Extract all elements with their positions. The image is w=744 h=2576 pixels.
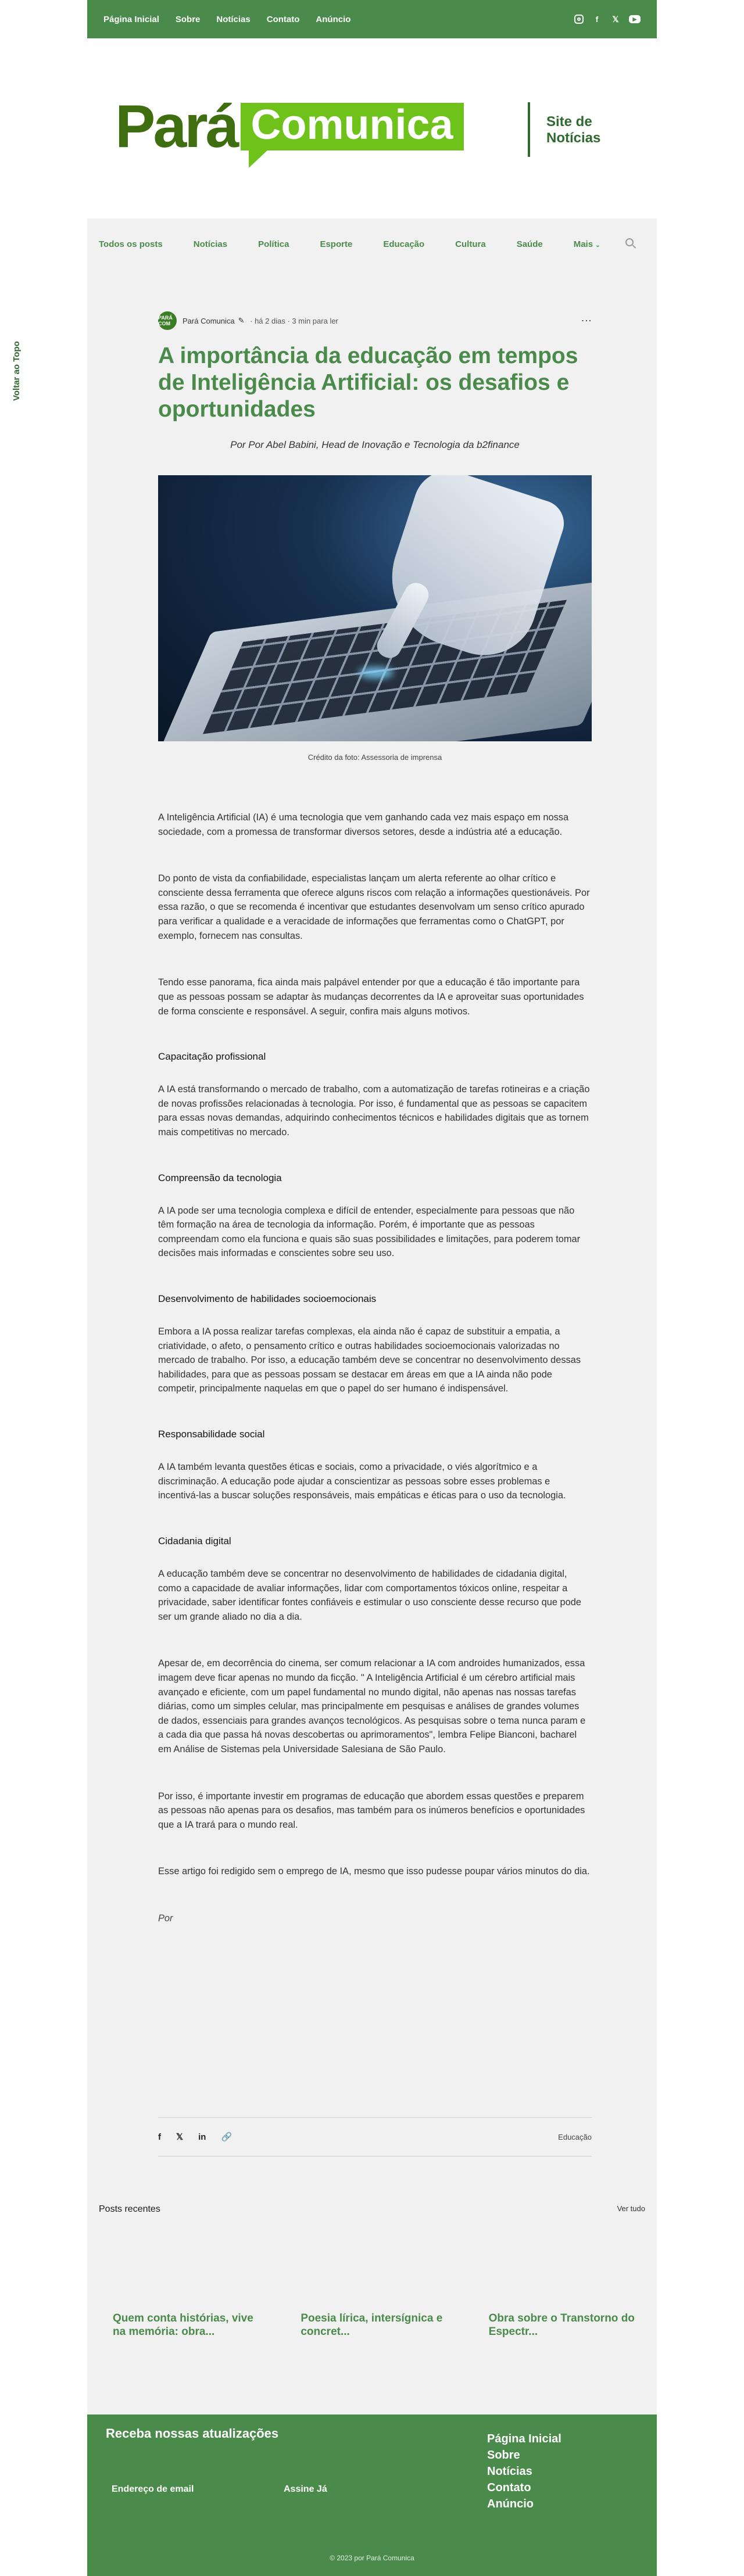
recent-posts-list — [99, 2229, 645, 2339]
paragraph-2: Do ponto de vista da confiabilidade, especialistas lançam um alerta referente ao olhar crítico e consciente dessa ferramenta que oferece alguns riscos com relação a informações questionáveis. Por essa razão, o que se recomenda é incentivar que estudantes desenvolvam um senso crítico apurado para verificar a qualidade e a veracidade de informações que ferramentas como o ChatGPT, por exemplo, fornecem nas consultas. — [158, 873, 590, 941]
paragraph-6: Embora a IA possa realizar tarefas complexas, ela ainda não é capaz de substituir a empatia, a criatividade, o afeto, o pensamento crítico e outras habilidades socioemocionais valorizadas no mercado de trabalho. Por isso, a educação também deve se concentrar no desenvolvimento dessas habilidades, para que as pessoas possam se destacar em áreas em que a IA ainda não pode competir, principalmente naquelas em que o papel do ser humano é indispensável. — [158, 1326, 581, 1394]
post-body — [158, 810, 592, 1926]
paragraph-11: Esse artigo foi redigido sem o emprego de IA, mesmo que isso pudesse poupar vários minutos do dia. — [158, 1866, 590, 1877]
logo-para: Pará — [115, 93, 237, 160]
site-footer — [87, 2414, 657, 2576]
back-to-top-label: Voltar ao Topo — [12, 341, 22, 401]
article — [158, 311, 592, 1926]
footer-nav — [487, 2431, 561, 2512]
search-icon[interactable] — [625, 238, 634, 246]
see-all-link[interactable]: Ver tudo — [617, 2204, 645, 2213]
paragraph-8: A educação também deve se concentrar no desenvolvimento de habilidades de cidadania digital, como a capacidade de avaliar informações, lidar com comportamentos tóxicos online, respeitar a privacidade, saber identificar fontes confiáveis e estimular o uso consciente desse recurso que pode ser um grande aliado no dia a dia. — [158, 1568, 581, 1622]
top-nav-home[interactable]: Página Inicial — [103, 14, 159, 24]
recent-post-card[interactable] — [287, 2229, 457, 2339]
category-culture[interactable]: Cultura — [455, 239, 486, 249]
top-nav-about[interactable]: Sobre — [175, 14, 201, 24]
paragraph-7: A IA também levanta questões éticas e sociais, como a privacidade, o viés algorítmico e a discriminação. A educação pode ajudar a conscientizar as pessoas sobre esses problemas e incentivá-las a buscar soluções responsáveis, mais empáticas e éticas para o uso da tecnologia. — [158, 1462, 566, 1501]
paragraph-3: Tendo esse panorama, fica ainda mais palpável entender por que a educação é tão importante para que as pessoas possam se adaptar às mudanças decorrentes da IA e aproveitar suas oportunidades de forma consciente e responsável. A seguir, confira mais alguns motivos. — [158, 977, 584, 1017]
facebook-share-icon[interactable]: f — [158, 2132, 161, 2142]
heading-compreensao: Compreensão da tecnologia — [158, 1172, 282, 1183]
footer-nav-home[interactable]: Página Inicial — [487, 2433, 561, 2445]
instagram-icon[interactable] — [574, 15, 584, 24]
category-all-posts[interactable]: Todos os posts — [99, 239, 163, 249]
category-health[interactable]: Saúde — [516, 239, 543, 249]
recent-posts-header — [99, 2204, 645, 2215]
more-options-icon[interactable]: ⋮ — [581, 315, 592, 326]
chevron-down-icon: ⌄ — [595, 242, 600, 249]
site-header — [87, 38, 657, 218]
post-time: há 2 dias — [255, 316, 285, 325]
share-bar — [158, 2117, 592, 2157]
meta-separator: · — [248, 316, 255, 325]
heading-capacitacao: Capacitação profissional — [158, 1051, 266, 1063]
subscribe-button[interactable]: Assine Já — [284, 2484, 327, 2494]
paragraph-1: A Inteligência Artificial (IA) é uma tecnologia que vem ganhando cada vez mais espaço em nossa sociedade, com a promessa de transformar diversos setores, desde a indústria até a educação. — [158, 812, 569, 837]
back-to-top-link[interactable] — [12, 320, 29, 401]
youtube-icon[interactable]: ▶ — [629, 15, 641, 23]
category-more-label: Mais — [573, 239, 593, 249]
top-nav-news[interactable]: Notícias — [216, 14, 251, 24]
footer-nav-about[interactable]: Sobre — [487, 2449, 520, 2462]
top-bar — [87, 0, 657, 38]
post-meta — [158, 311, 592, 330]
recent-post-card[interactable] — [475, 2229, 645, 2339]
heading-cidadania: Cidadania digital — [158, 1535, 231, 1547]
category-sports[interactable]: Esporte — [320, 239, 353, 249]
category-more-dropdown[interactable] — [574, 239, 600, 249]
footer-nav-ad[interactable]: Anúncio — [487, 2498, 534, 2510]
linkedin-share-icon[interactable]: in — [198, 2132, 206, 2142]
hero-image[interactable] — [158, 475, 592, 741]
category-nav — [99, 236, 645, 252]
logo-comunica: Comunica — [241, 103, 464, 150]
facebook-icon[interactable]: f — [595, 15, 599, 24]
category-politics[interactable]: Política — [258, 239, 289, 249]
heading-responsabilidade: Responsabilidade social — [158, 1429, 265, 1440]
logo-bubble-tail — [249, 149, 269, 168]
meta-separator-2: · — [285, 316, 292, 325]
recent-post-card[interactable] — [99, 2229, 269, 2339]
twitter-share-icon[interactable]: 𝕏 — [176, 2132, 184, 2142]
recent-post-title[interactable]: Poesia lírica, intersígnica e concret... — [301, 2312, 443, 2338]
pen-icon: ✎ — [238, 316, 245, 325]
logo-divider — [528, 102, 530, 157]
category-education[interactable]: Educação — [383, 239, 425, 249]
post-tag[interactable]: Educação — [558, 2132, 592, 2141]
twitter-icon[interactable]: 𝕏 — [612, 14, 619, 24]
site-logo[interactable] — [115, 93, 464, 160]
author-name[interactable]: Pará Comunica — [183, 316, 235, 325]
paragraph-9: Apesar de, em decorrência do cinema, ser comum relacionar a IA com androides humanizados, essa imagem deve ficar apenas no mundo da ficção. " A Inteligência Artificial é um cérebro artificial mais avançado e eficiente, com um papel fundamental no mundo digital, não apenas nas nossas tarefas diárias, como um simples celular, mas principalmente em pesquisas e análises de grandes volumes de dados, essenciais para grandes avanços tecnológicos. As pesquisas sobre o tema nunca param e a cada dia que passa há novas descobertas ou aprimoramentos", lembra Felipe Bianconi, bacharel em Análise de Sistemas pela Universidade Salesiana de São Paulo. — [158, 1658, 586, 1755]
paragraph-10: Por isso, é importante investir em programas de educação que abordem essas questões e preparem as pessoas não apenas para os desafios, mas também para os inúmeros benefícios e oportunidades que a IA trará para o mundo real. — [158, 1791, 585, 1830]
recent-post-title[interactable]: Obra sobre o Transtorno do Espectr... — [488, 2312, 635, 2338]
footer-nav-contact[interactable]: Contato — [487, 2481, 531, 2494]
read-time: 3 min para ler — [292, 316, 338, 325]
copyright: © 2023 por Pará Comunica — [330, 2554, 414, 2562]
top-nav — [103, 15, 350, 24]
logo-tagline — [546, 114, 600, 146]
recent-posts-title: Posts recentes — [99, 2204, 160, 2214]
heading-socioemocionais: Desenvolvimento de habilidades socioemocionais — [158, 1293, 377, 1305]
social-links — [574, 14, 641, 24]
link-share-icon[interactable]: 🔗 — [221, 2132, 233, 2142]
content-panel — [87, 218, 657, 2414]
logo-tagline-line1: Site de — [546, 114, 592, 130]
footer-nav-news[interactable]: Notícias — [487, 2465, 532, 2478]
post-signature: Por — [158, 1913, 173, 1924]
paragraph-4: A IA está transformando o mercado de trabalho, com a automatização de tarefas rotineiras e a criação de novas profissões relacionadas à tecnologia. Por isso, é fundamental que as pessoas se capacitem para essas novas demandas, adquirindo conhecimentos técnicos e habilidades digitais que as tornem mais competitivas no mercado. — [158, 1084, 590, 1138]
post-byline: Por Por Abel Babini, Head de Inovação e Tecnologia da b2finance — [230, 439, 520, 451]
newsletter-title: Receba nossas atualizações — [106, 2426, 279, 2441]
category-news[interactable]: Notícias — [193, 239, 228, 249]
paragraph-5: A IA pode ser uma tecnologia complexa e difícil de entender, especialmente para pessoas que não têm formação na área de tecnologia da informação. Porém, é importante que as pessoas compreendam como ela funciona e quais são suas possibilidades e limitações, para poderem tomar decisões mais informadas e conscientes sobre seu uso. — [158, 1205, 581, 1259]
email-field[interactable]: Endereço de email — [112, 2484, 194, 2494]
logo-tagline-line2: Notícias — [546, 130, 601, 146]
image-caption: Crédito da foto: Assessoria de imprensa — [307, 753, 442, 762]
hero-glow — [359, 667, 394, 679]
post-title: A importância da educação em tempos de Inteligência Artificial: os desafios e oportunidades — [158, 343, 578, 422]
logo-comunica-wrap — [241, 103, 464, 150]
top-nav-contact[interactable]: Contato — [266, 14, 300, 24]
recent-post-title[interactable]: Quem conta histórias, vive na memória: obra... — [113, 2312, 253, 2338]
author-avatar[interactable]: PARÁ COM — [158, 311, 177, 330]
top-nav-ad[interactable]: Anúncio — [316, 14, 351, 24]
